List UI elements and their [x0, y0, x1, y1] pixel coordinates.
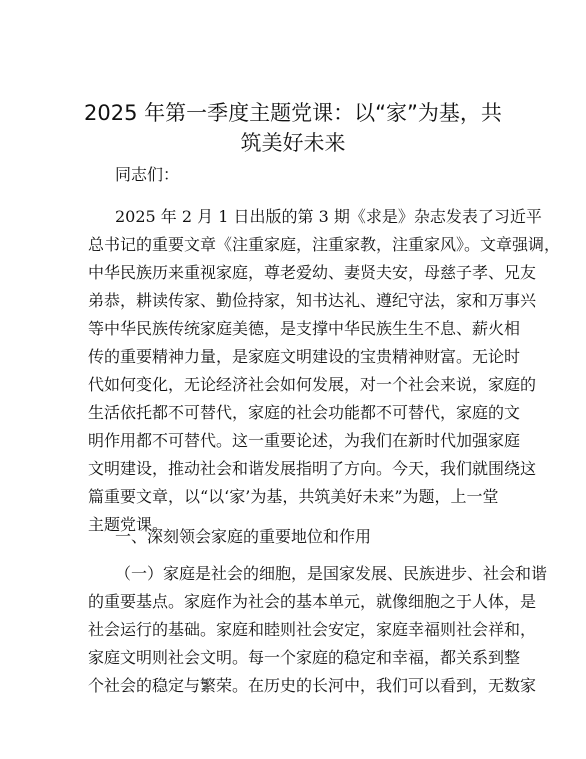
salutation: 同志们： — [115, 165, 180, 184]
title-line-2: 筑美好未来 — [240, 131, 346, 155]
paragraph-line: 主题党课。 — [88, 515, 169, 534]
paragraph-line: 总书记的重要文章《注重家庭，注重家教，注重家风》。文章强调， — [88, 235, 561, 254]
paragraph-line: 生活依托都不可替代，家庭的社会功能都不可替代，家庭的文 — [88, 403, 521, 422]
section-heading-1: 一、深刻领会家庭的重要地位和作用 — [115, 527, 372, 546]
paragraph-line: 等中华民族传统家庭美德，是支撑中华民族生生不息、薪火相 — [88, 319, 521, 338]
paragraph-line: 家庭文明则社会文明。每一个家庭的稳定和幸福，都关系到整 — [88, 648, 521, 667]
paragraph-line: （一）家庭是社会的细胞，是国家发展、民族进步、社会和谐 — [115, 564, 548, 583]
title-line-1: 2025 年第一季度主题党课：以“家”为基，共 — [84, 101, 502, 125]
paragraph-line: 传的重要精神力量，是家庭文明建设的宝贵精神财富。无论时 — [88, 347, 521, 366]
paragraph-line: 中华民族历来重视家庭，尊老爱幼、妻贤夫安，母慈子孝、兄友 — [88, 263, 537, 282]
paragraph-line: 篇重要文章，以“以‘家’为基，共筑美好未来”为题，上一堂 — [88, 487, 499, 506]
paragraph-line: 代如何变化，无论经济社会如何发展，对一个社会来说，家庭的 — [88, 375, 537, 394]
paragraph-section-1 — [88, 560, 548, 700]
document-title — [60, 98, 526, 158]
paragraph-line: 文明建设，推动社会和谐发展指明了方向。今天，我们就围绕这 — [88, 459, 537, 478]
paragraph-intro — [88, 203, 561, 539]
paragraph-line: 社会运行的基础。家庭和睦则社会安定，家庭幸福则社会祥和， — [88, 620, 537, 639]
paragraph-line: 2025 年 2 月 1 日出版的第 3 期《求是》杂志发表了习近平 — [115, 207, 542, 226]
paragraph-line: 明作用都不可替代。这一重要论述，为我们在新时代加强家庭 — [88, 431, 521, 450]
paragraph-line: 的重要基点。家庭作为社会的基本单元，就像细胞之于人体，是 — [88, 592, 537, 611]
paragraph-line: 个社会的稳定与繁荣。在历史的长河中，我们可以看到，无数家 — [88, 676, 537, 695]
paragraph-line: 弟恭，耕读传家、勤俭持家，知书达礼、遵纪守法，家和万事兴 — [88, 291, 537, 310]
